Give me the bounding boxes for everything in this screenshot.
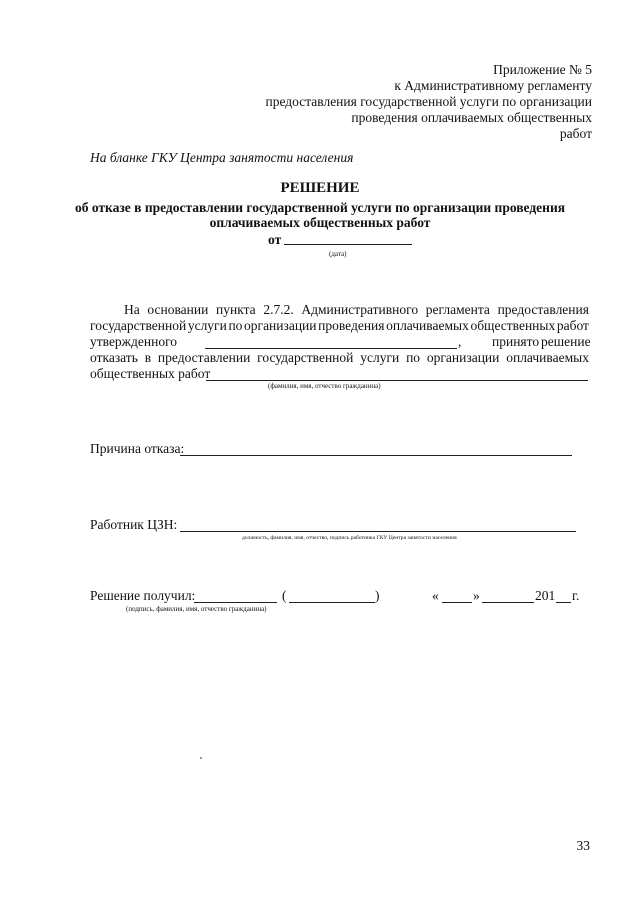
- word: по: [406, 350, 421, 365]
- approved-by-line: [205, 334, 457, 349]
- word: организации: [426, 350, 500, 365]
- page-number: 33: [576, 838, 590, 853]
- decision-word: решение: [541, 334, 591, 349]
- month-line: [482, 588, 534, 603]
- scan-speck: [200, 757, 202, 759]
- quote-open: «: [432, 588, 439, 603]
- approved-comma: ,: [458, 334, 462, 349]
- worker-hint: должность, фамилия, имя, отчество, подпись работника ГКУ Центра занятости населения: [242, 535, 457, 541]
- public-works-label: общественных работ: [90, 366, 211, 381]
- day-line: [442, 588, 472, 603]
- word: государственной: [90, 318, 187, 333]
- decision-subtitle-line2: оплачиваемых общественных работ: [209, 215, 431, 230]
- from-label: от: [268, 232, 282, 247]
- appendix-service: предоставления государственной услуги по организации: [265, 94, 592, 109]
- worker-line: [180, 517, 576, 532]
- date-hint: (дата): [329, 250, 347, 258]
- word: оплачиваемых: [506, 350, 589, 365]
- word: работ: [556, 318, 589, 333]
- paragraph-row-2: [90, 318, 589, 334]
- word: организации: [244, 318, 317, 333]
- year-suffix: г.: [572, 588, 580, 603]
- word: в: [144, 350, 152, 365]
- date-field-line: [284, 230, 412, 245]
- word: 2.7.2.: [263, 302, 294, 317]
- received-hint: (подпись, фамилия, имя, отчество гражданина): [126, 605, 267, 613]
- decided-word: принято: [492, 334, 540, 349]
- word: общественных: [470, 318, 556, 333]
- letterhead-note: На бланке ГКУ Центра занятости населения: [90, 150, 354, 165]
- received-label: Решение получил:: [90, 588, 196, 603]
- received-signature-line: [194, 588, 277, 603]
- approved-label: утвержденного: [90, 334, 178, 349]
- word: Административного: [301, 302, 419, 317]
- word: услуги: [360, 350, 400, 365]
- appendix-number: Приложение № 5: [493, 62, 592, 77]
- word: оплачиваемых: [386, 318, 469, 333]
- word: услуги: [187, 318, 227, 333]
- word: На: [124, 302, 140, 317]
- word: государственной: [257, 350, 354, 365]
- reason-line: [180, 441, 572, 456]
- citizen-name-hint: (фамилия, имя, отчество гражданина): [268, 382, 381, 390]
- word: основании: [147, 302, 209, 317]
- word: отказать: [90, 350, 138, 365]
- word: предоставлении: [157, 350, 251, 365]
- year-line: [556, 588, 571, 603]
- word: регламента: [425, 302, 490, 317]
- appendix-works: проведения оплачиваемых общественных: [351, 110, 592, 125]
- decision-subtitle-line1: об отказе в предоставлении государственной услуги по организации проведения: [74, 200, 566, 215]
- paragraph-row-1: [90, 302, 589, 318]
- word: предоставления: [497, 302, 589, 317]
- decision-title: РЕШЕНИЕ: [280, 180, 360, 196]
- word: пункта: [216, 302, 256, 317]
- paren-open: (: [282, 588, 287, 603]
- paragraph-row-4: [90, 350, 589, 366]
- appendix-works-end: работ: [559, 126, 592, 141]
- worker-label: Работник ЦЗН:: [90, 517, 178, 532]
- citizen-name-line: [206, 366, 588, 381]
- year-prefix: 201: [535, 588, 556, 603]
- word: проведения: [318, 318, 385, 333]
- reason-label: Причина отказа:: [90, 441, 185, 456]
- quote-close: »: [473, 588, 480, 603]
- received-name-line: [289, 588, 375, 603]
- word: по: [228, 318, 243, 333]
- appendix-regulation: к Административному регламенту: [394, 78, 592, 93]
- paren-close: ): [375, 588, 380, 603]
